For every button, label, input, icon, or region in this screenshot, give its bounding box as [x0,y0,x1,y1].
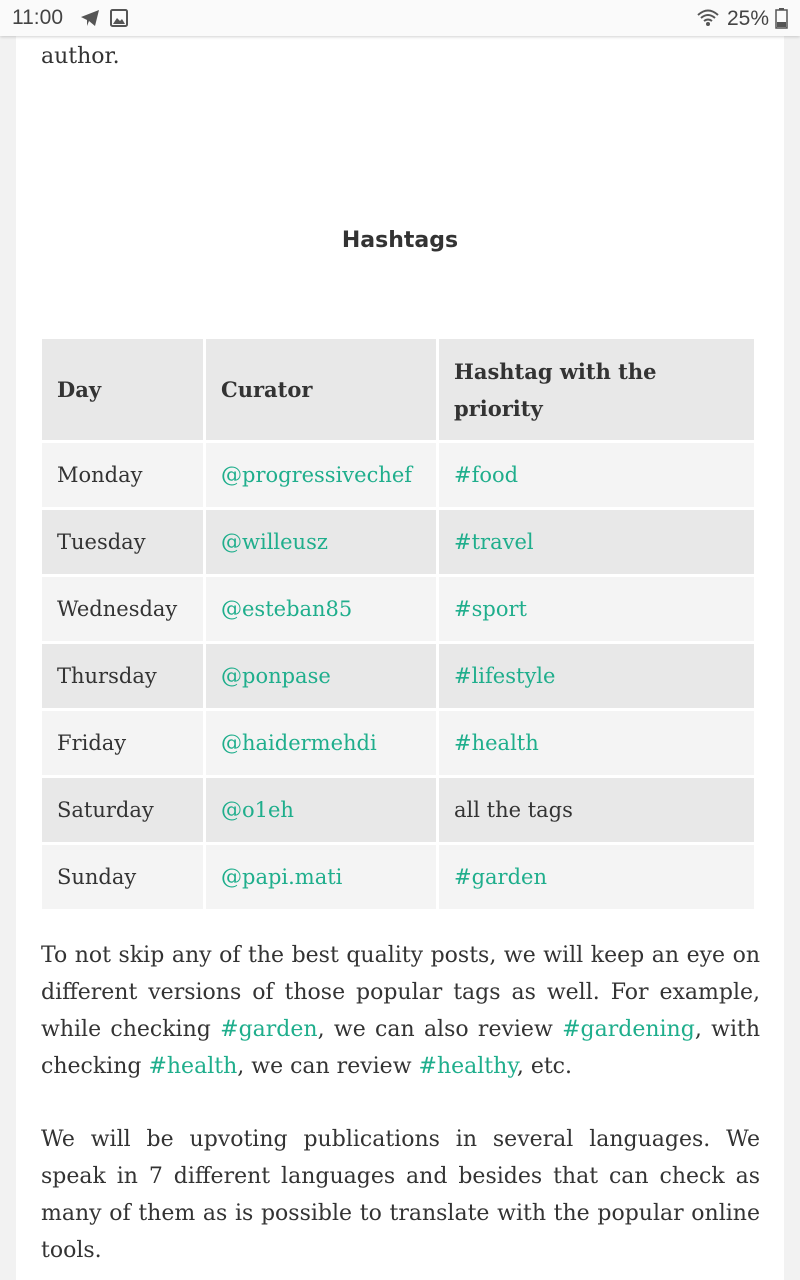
cell-day: Friday [42,711,203,775]
cell-day: Thursday [42,644,203,708]
cell-curator-link[interactable]: @papi.mati [206,845,436,909]
hashtags-table [39,336,757,912]
table-row [42,644,754,708]
cell-hashtag-link[interactable]: #travel [439,510,754,574]
paragraph-text: , etc. [516,1054,572,1079]
table-row [42,443,754,507]
table-row [42,778,754,842]
paragraph-text: , we can review [237,1054,419,1079]
status-time: 11:00 [12,6,63,29]
paragraph-text: , with checking [41,1017,760,1079]
cell-hashtag-link[interactable]: #sport [439,577,754,641]
paragraph-languages: We will be upvoting publications in several languages. We speak in 7 different languages and besides that can check as many of them as is possible to translate with the popular online tools. [41,1127,760,1263]
cell-curator-link[interactable]: @haidermehdi [206,711,436,775]
cell-curator-link[interactable]: @o1eh [206,778,436,842]
battery-percentage: 25% [727,7,770,30]
cell-hashtag-link[interactable]: #health [439,711,754,775]
header-day: Day [42,339,203,440]
cell-day: Monday [42,443,203,507]
table-header-row [42,339,754,440]
section-title-hashtags: Hashtags [341,228,459,253]
cell-curator-link[interactable]: @esteban85 [206,577,436,641]
header-curator: Curator [206,339,436,440]
hashtag-link-healthy[interactable]: #healthy [418,1054,517,1079]
cell-day: Saturday [42,778,203,842]
status-bar [0,0,800,36]
cell-day: Sunday [42,845,203,909]
table-row [42,845,754,909]
image-icon [110,9,128,27]
wifi-icon [696,7,720,29]
author-line: author. [41,44,120,69]
paragraph-tag-variants [41,937,760,1085]
paragraph-text: To not skip any of the best quality posts, we will keep an eye on different versions of those popular tags as well. For example, while checking [41,943,760,1042]
hashtag-link-health[interactable]: #health [148,1054,238,1079]
cell-day: Wednesday [42,577,203,641]
table-row [42,510,754,574]
cell-curator-link[interactable]: @progressivechef [206,443,436,507]
header-hashtag: Hashtag with the priority [439,339,754,440]
cell-hashtag-link[interactable]: #garden [439,845,754,909]
hashtag-link-gardening[interactable]: #gardening [562,1017,695,1042]
telegram-icon [80,9,100,27]
cell-hashtag-link[interactable]: #lifestyle [439,644,754,708]
cell-hashtag-link[interactable]: #food [439,443,754,507]
cell-day: Tuesday [42,510,203,574]
table-row [42,711,754,775]
cell-curator-link[interactable]: @ponpase [206,644,436,708]
cell-hashtag-text: all the tags [439,778,754,842]
battery-icon [775,8,788,29]
paragraph-text: , we can also review [317,1017,563,1042]
cell-curator-link[interactable]: @willeusz [206,510,436,574]
hashtag-link-garden[interactable]: #garden [220,1017,318,1042]
table-row [42,577,754,641]
